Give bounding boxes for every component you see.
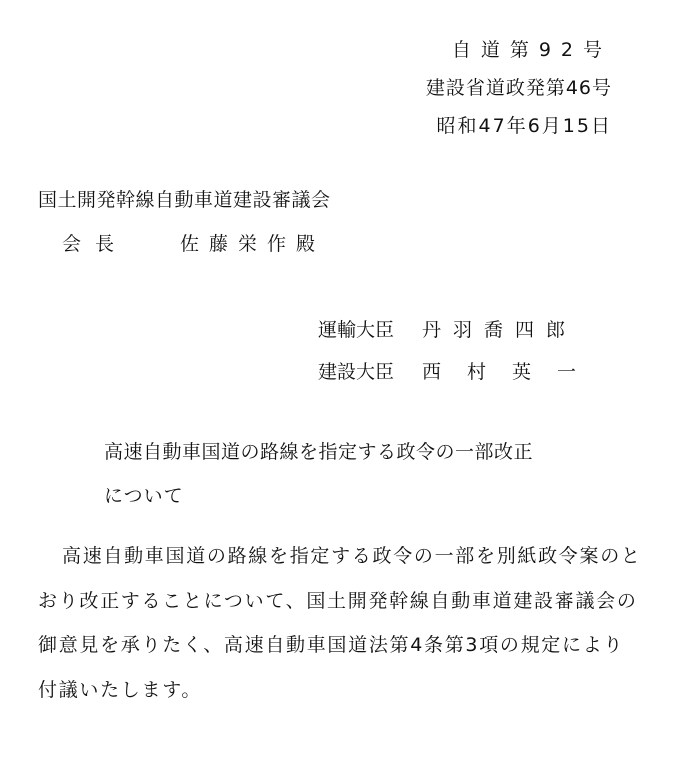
- sender-transport-minister: [318, 318, 577, 342]
- sender-name: 丹羽喬四郎: [422, 319, 578, 341]
- document-number: 自道第92号: [451, 39, 612, 61]
- addressee-council: 国土開発幹線自動車道建設審議会: [38, 189, 331, 211]
- sender-name: 西村英一: [422, 361, 603, 383]
- subject-line-2: について: [104, 485, 184, 507]
- document-date: 昭和47年6月15日: [436, 115, 612, 137]
- body-line-2: おり改正することについて、国土開発幹線自動車道建設審議会の: [38, 590, 638, 612]
- addressee-chair: [62, 232, 325, 256]
- subject-line-1: 高速自動車国道の路線を指定する政令の一部改正: [104, 441, 534, 463]
- addressee-role: 会長: [62, 233, 129, 255]
- body-line-1: 高速自動車国道の路線を指定する政令の一部を別紙政令案のと: [62, 545, 642, 567]
- sender-role: 建設大臣: [318, 361, 395, 383]
- addressee-name: 佐藤栄作殿: [180, 233, 326, 255]
- sender-construction-minister: [318, 360, 602, 384]
- ministry-document-number: 建設省道政発第46号: [425, 77, 612, 99]
- body-line-4: 付議いたします。: [38, 679, 203, 701]
- sender-role: 運輸大臣: [318, 319, 395, 341]
- body-line-3: 御意見を承りたく、高速自動車国道法第4条第3項の規定により: [38, 634, 625, 656]
